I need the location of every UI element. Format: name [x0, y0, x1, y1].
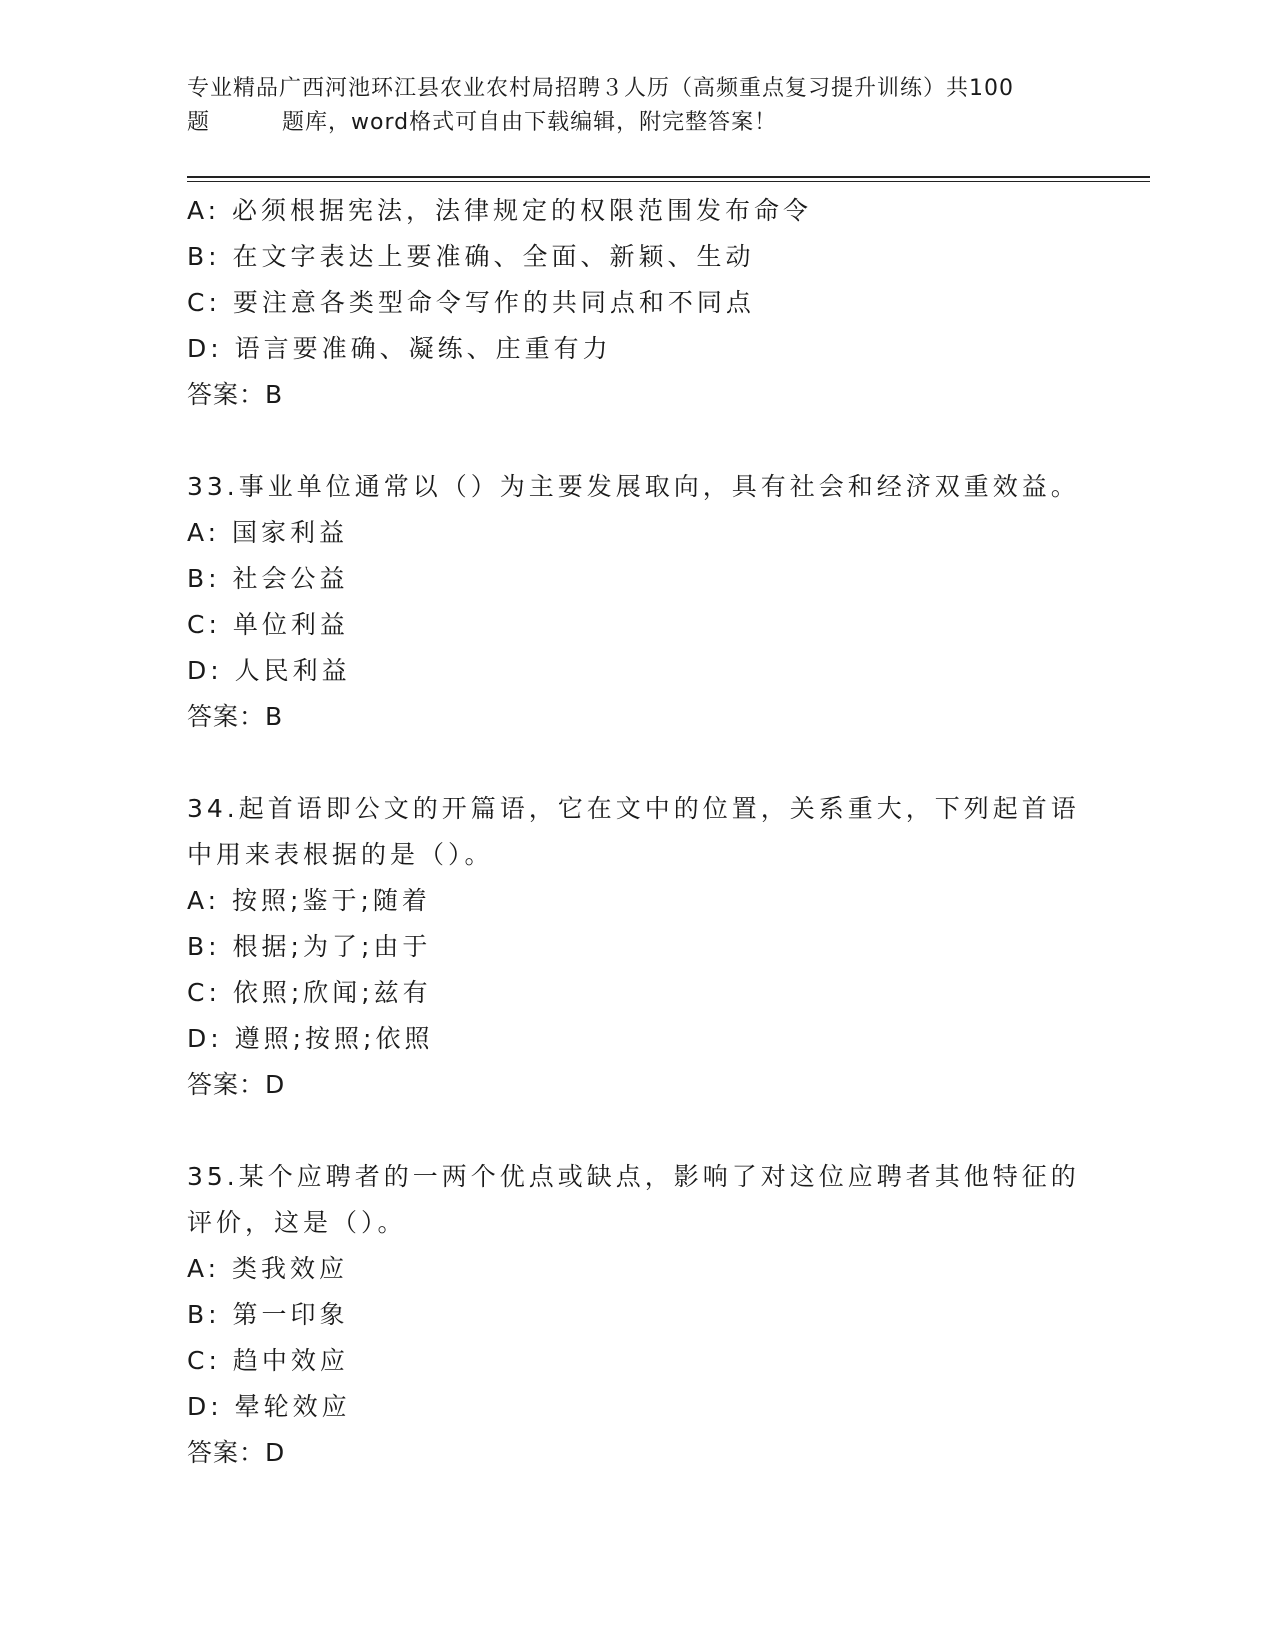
spacer	[187, 1108, 1087, 1154]
question-text: 33.事业单位通常以（）为主要发展取向，具有社会和经济双重效益。	[187, 472, 1080, 501]
option-a: A: 按照;鉴于;随着	[187, 886, 431, 915]
option-b: B: 在文字表达上要准确、全面、新颖、生动	[187, 242, 755, 271]
option-c: C: 趋中效应	[187, 1346, 349, 1375]
header-title-line-1: 专业精品广西河池环江县农业农村局招聘３人历（高频重点复习提升训练）共100	[187, 76, 1014, 101]
question-block-34	[187, 786, 1087, 1108]
option-b: B: 社会公益	[187, 564, 349, 593]
question-text-line-1: 35.某个应聘者的一两个优点或缺点，影响了对这位应聘者其他特征的	[187, 1162, 1080, 1191]
option-b: B: 根据;为了;由于	[187, 932, 432, 961]
question-block-35	[187, 1154, 1087, 1476]
question-list	[187, 188, 1087, 1476]
header-divider-thick	[187, 176, 1150, 178]
header-divider-thin	[187, 181, 1150, 182]
answer-label: 答案：B	[187, 380, 284, 409]
option-a: A: 类我效应	[187, 1254, 349, 1283]
option-c: C: 要注意各类型命令写作的共同点和不同点	[187, 288, 755, 317]
question-text-line-1: 34.起首语即公文的开篇语，它在文中的位置，关系重大，下列起首语	[187, 794, 1080, 823]
answer-label: 答案：D	[187, 1438, 286, 1467]
option-a: A: 国家利益	[187, 518, 349, 547]
question-block-33	[187, 464, 1087, 740]
answer-label: 答案：B	[187, 702, 284, 731]
spacer	[187, 740, 1087, 786]
header-title-line-2-left: 题	[187, 110, 211, 135]
header-title-line-2	[187, 106, 1087, 140]
option-c: C: 依照;欣闻;兹有	[187, 978, 432, 1007]
header-title-line-2-right: 题库，word格式可自由下载编辑，附完整答案！	[282, 110, 778, 135]
option-d: D: 遵照;按照;依照	[187, 1024, 434, 1053]
question-text-line-2: 评价，这是（）。	[187, 1208, 407, 1237]
question-block-32	[187, 188, 1087, 418]
spacer	[187, 418, 1087, 464]
answer-label: 答案：D	[187, 1070, 286, 1099]
option-b: B: 第一印象	[187, 1300, 349, 1329]
option-a: A: 必须根据宪法，法律规定的权限范围发布命令	[187, 196, 813, 225]
option-d: D: 人民利益	[187, 656, 351, 685]
question-text-line-2: 中用来表根据的是（）。	[187, 840, 494, 869]
option-c: C: 单位利益	[187, 610, 349, 639]
option-d: D: 晕轮效应	[187, 1392, 351, 1421]
option-d: D: 语言要准确、凝练、庄重有力	[187, 334, 612, 363]
document-header	[187, 72, 1087, 140]
